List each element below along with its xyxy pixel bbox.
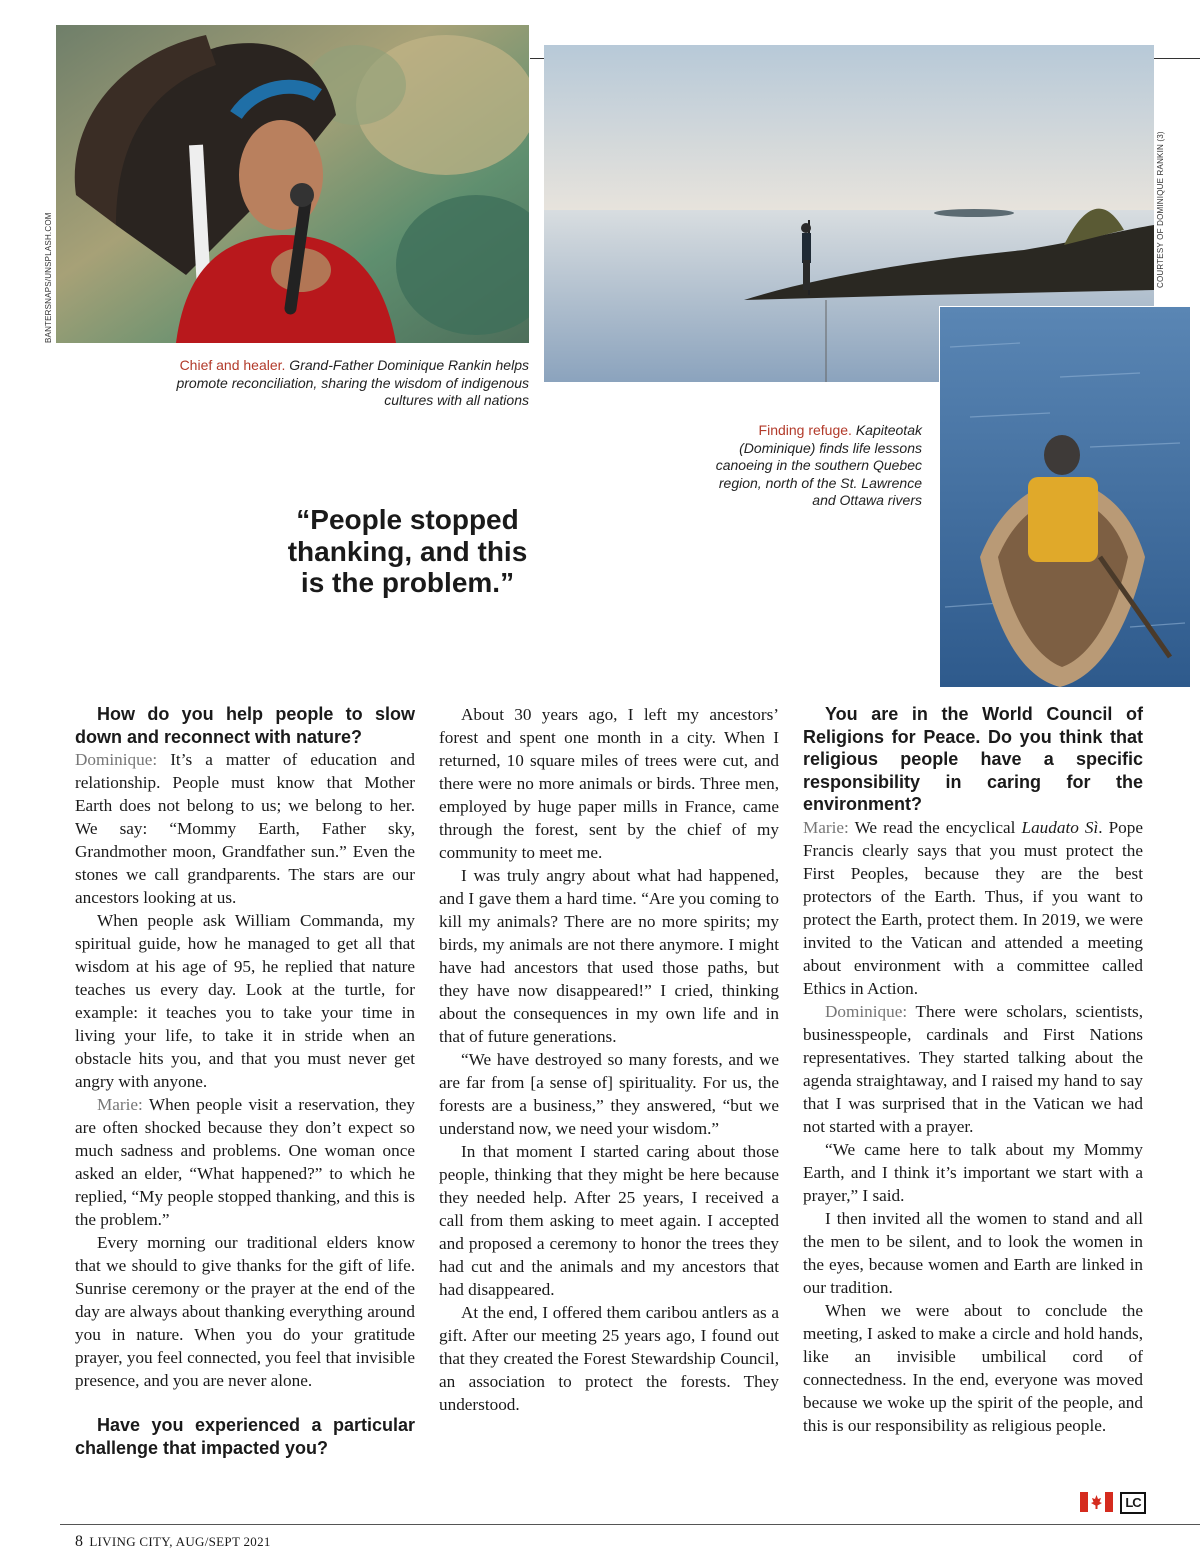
answer-paragraph bbox=[75, 1093, 415, 1231]
answer-paragraph bbox=[803, 1000, 1143, 1138]
caption-refuge-text: Kapiteotak (Dominique) finds life lessons canoeing in the southern Quebec region, north of the St. Lawrence and Ottawa rivers bbox=[715, 422, 922, 508]
footer-rule bbox=[60, 1524, 1200, 1525]
paragraph-text: When people visit a reservation, they are often shocked because they don’t expect so much sadness and problems. One woman once asked an elder, “What happened?” to which he replied, “My people stopped thanking, and this is the problem.” bbox=[75, 1095, 415, 1229]
question-challenge: Have you experienced a particular challenge that impacted you? bbox=[75, 1415, 415, 1458]
paragraph: I then invited all the women to stand and all the men to be silent, and to look the women in the eyes, because women and Earth are linked in our tradition. bbox=[803, 1208, 1143, 1297]
caption-chief-lead: Chief and healer. bbox=[179, 357, 286, 373]
speaker-label: Marie: bbox=[97, 1095, 143, 1114]
paragraph: Every morning our traditional elders know that we should to give thanks for the gift of life. Sunrise ceremony or the prayer at the end of the day are always about thanking everything around you in nature. When you do your gratitude prayer, you feel connected, you feel that invisible presence, and you are never alone. bbox=[75, 1233, 415, 1390]
living-city-end-logo: LC bbox=[1120, 1492, 1146, 1514]
top-right-rule-2 bbox=[1154, 58, 1200, 59]
chief-photo-illustration bbox=[56, 25, 529, 343]
caption-chief-text: Grand-Father Dominique Rankin helps promote reconciliation, sharing the wisdom of indigenous cultures with all nations bbox=[176, 357, 529, 408]
paragraph bbox=[803, 1299, 1143, 1437]
answer-paragraph bbox=[803, 816, 1143, 1000]
page-number: 8 bbox=[75, 1533, 84, 1550]
paragraph: In that moment I started caring about those people, thinking that they might be here because they needed help. After 25 years, I received a call from them asking to meet again. I accepted and proposed a ceremony to honor the trees they had cut and the animals and my ancestors that had disappeared. bbox=[439, 1142, 779, 1299]
article-column-3 bbox=[803, 703, 1143, 1437]
pull-quote: “People stopped thanking, and this is the problem.” bbox=[287, 504, 528, 598]
caption-refuge bbox=[700, 422, 922, 510]
paragraph: “We came here to talk about my Mommy Earth, and I think it’s important we start with a prayer,” I said. bbox=[803, 1139, 1143, 1205]
question-religions-for-peace: You are in the World Council of Religions for Peace. Do you think that religious people have a specific responsibility in caring for the environment? bbox=[803, 704, 1143, 814]
caption-chief bbox=[160, 357, 529, 410]
speaker-label: Marie: bbox=[803, 817, 849, 837]
paragraph-text: There were scholars, scientists, businesspeople, cardinals and First Nations representatives. They started talking about the agenda straightaway, and I raised my hand to say that I was surprised that in the Vatican we had not started with a prayer. bbox=[803, 1001, 1143, 1136]
paragraph-text: When we were about to conclude the meeting, I asked to make a circle and hold hands, like an invisible umbilical cord of connectedness. In the end, everyone was moved because we woke up the spirit of the people, and this is our responsibility as religious people. bbox=[803, 1300, 1143, 1435]
canoe-photo-illustration bbox=[940, 307, 1190, 687]
paragraph-text: It’s a matter of education and relationship. People must know that Mother Earth does not belong to us; we belong to her. We say: “Mommy Earth, Father sky, Grandmother moon, Grandfather sun.” Even the stones we call grandparents. The stars are our ancestors looking at us. bbox=[75, 750, 415, 907]
photo-credit-left: BANTERSNAPS/UNSPLASH.COM bbox=[44, 212, 53, 343]
caption-refuge-lead: Finding refuge. bbox=[758, 422, 852, 438]
speaker-label: Dominique: bbox=[75, 750, 158, 769]
paragraph: About 30 years ago, I left my ancestors’ forest and spent one month in a city. When I returned, 10 square miles of trees were cut, and there were no more animals or birds. Three men, employed by huge paper mills in France, came through the forest, sent by the chief of my community to meet me. bbox=[439, 705, 779, 862]
encyclical-title: Laudato Sì bbox=[1021, 817, 1099, 837]
canada-flag-icon bbox=[1080, 1492, 1113, 1512]
article-column-1 bbox=[75, 703, 415, 1459]
top-right-rule bbox=[530, 58, 544, 59]
publication-name: LIVING CITY, AUG/SEPT 2021 bbox=[89, 1534, 271, 1549]
question-slow-down: How do you help people to slow down and reconnect with nature? bbox=[75, 704, 415, 747]
speaker-label: Dominique: bbox=[825, 1001, 908, 1021]
photo-chief-speaking bbox=[56, 25, 529, 343]
photo-credit-right: COURTESY OF DOMINIQUE RANKIN (3) bbox=[1156, 131, 1165, 288]
paragraph: When people ask William Commanda, my spiritual guide, how he managed to get all that wisdom at his age of 95, he replied that nature teaches us every day. Look at the turtle, for example: it teaches you to take your time in living your life, to take it in stride when an obstacle hits you, and that you must never get angry with anyone. bbox=[75, 911, 415, 1091]
paragraph-text: We read the encyclical bbox=[848, 817, 1022, 837]
article-column-2 bbox=[439, 703, 779, 1416]
paragraph-text: . Pope Francis clearly says that you must protect the First Peoples, because they are the best protectors of the Earth. Thus, if you want to protect the Earth, protect them. In 2019, we were invited to the Vatican and attended a meeting about environment with a committee called Ethics in Action. bbox=[803, 817, 1143, 998]
photo-canoe bbox=[939, 306, 1191, 688]
page-footer bbox=[75, 1533, 271, 1551]
paragraph: At the end, I offered them caribou antlers as a gift. After our meeting 25 years ago, I found out that they created the Forest Stewardship Council, an association to protect the forests. They understood. bbox=[439, 1303, 779, 1414]
answer-paragraph bbox=[75, 748, 415, 909]
paragraph: I was truly angry about what had happened, and I gave them a hard time. “Are you coming to kill my animals? There are no more spirits; my birds, my animals are not there anymore. I might have had ancestors that used those paths, but they have now disappeared!” I cried, thinking about the consequences in my own life and in that of future generations. bbox=[439, 866, 779, 1046]
paragraph: “We have destroyed so many forests, and we are far from [a sense of] spirituality. For us, the forests are a business,” they answered, “but we understand now, we need your wisdom.” bbox=[439, 1050, 779, 1138]
